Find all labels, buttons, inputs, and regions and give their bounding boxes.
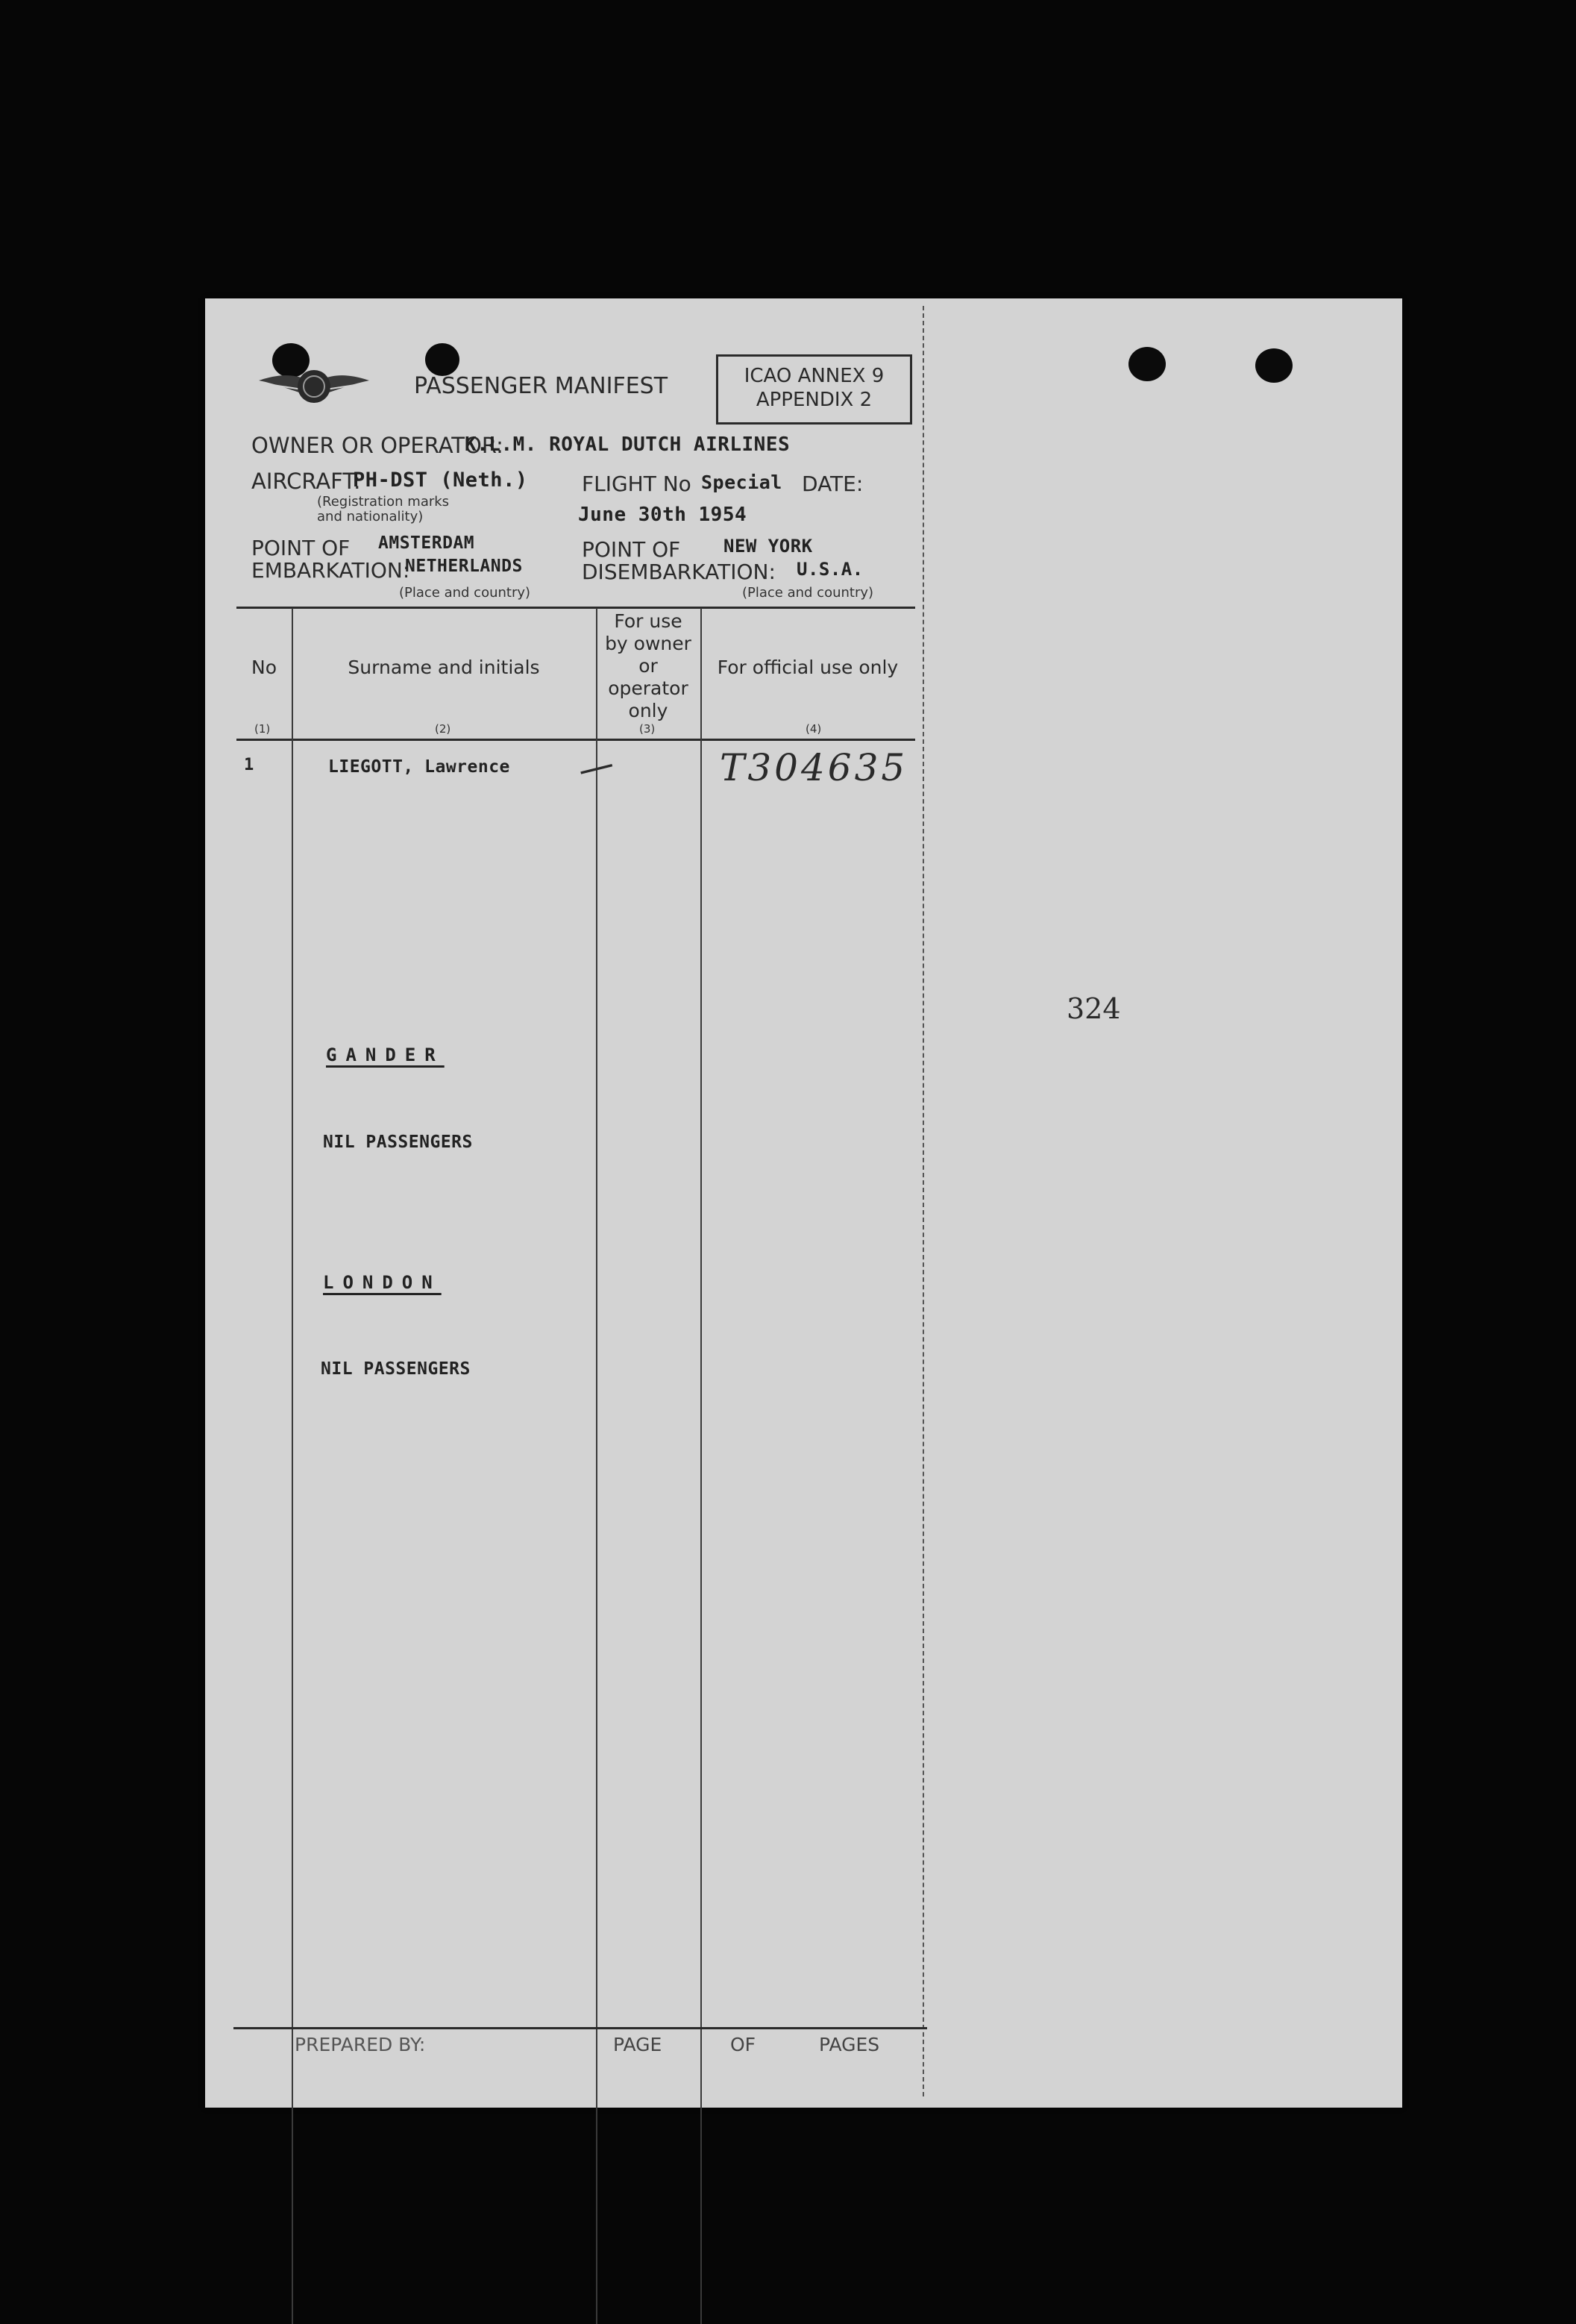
disembark-label-1: POINT OF [582, 537, 681, 562]
date-label: DATE: [802, 472, 864, 496]
col-header-owner-line: or [638, 655, 658, 677]
embark-label-2: EMBARKATION: [251, 558, 410, 583]
col-header-owner-line: operator [608, 677, 688, 699]
prepared-by-label: PREPARED BY: [295, 2034, 426, 2055]
owner-label: OWNER OR OPERATOR: [251, 433, 503, 458]
row-number: 1 [244, 756, 254, 774]
col-header-owner-line: only [628, 700, 668, 721]
col-header-name: Surname and initials [348, 657, 540, 678]
col-number: (4) [806, 722, 822, 736]
embark-label-1: POINT OF [251, 536, 351, 560]
stop-heading-london: LONDON [323, 1272, 442, 1293]
official-number: T304635 [720, 746, 908, 789]
disembark-label-2: DISEMBARKATION: [582, 560, 776, 584]
embark-note: (Place and country) [399, 585, 531, 601]
date-value: June 30th 1954 [578, 504, 747, 526]
aircraft-label: AIRCRAFT: [251, 469, 361, 494]
footer-rule [233, 2027, 927, 2029]
aircraft-note-2: and nationality) [317, 509, 424, 524]
annex-line-1: ICAO ANNEX 9 [744, 365, 885, 387]
embark-value-2: NETHERLANDS [405, 557, 523, 576]
col-header-owner-line: by owner [605, 633, 691, 654]
embark-value-1: AMSTERDAM [378, 533, 475, 553]
owner-value: K.L.M. ROYAL DUTCH AIRLINES [465, 433, 791, 456]
stop-note-gander: NIL PASSENGERS [323, 1133, 473, 1152]
col-header-official: For official use only [717, 657, 899, 678]
owner-check-mark: — [573, 742, 619, 792]
col-number: (1) [254, 722, 271, 736]
annex-line-2: APPENDIX 2 [756, 389, 873, 411]
manifest-sheet [205, 298, 1402, 2108]
punch-hole [1255, 348, 1293, 383]
col-header-owner-line: For use [614, 610, 682, 632]
disembark-note: (Place and country) [742, 585, 874, 601]
stamp-number: 324 [1067, 992, 1121, 1025]
disembark-value-1: NEW YORK [723, 536, 813, 557]
col-header-no: No [251, 657, 277, 678]
pages-label: PAGES [819, 2034, 880, 2055]
klm-wings-logo-icon [256, 358, 372, 410]
stop-heading-gander: GANDER [326, 1044, 445, 1065]
icao-annex-box [716, 354, 912, 425]
form-title: PASSENGER MANIFEST [414, 373, 668, 399]
disembark-value-2: U.S.A. [797, 559, 864, 580]
column-divider [292, 608, 293, 2324]
col-number: (3) [639, 722, 656, 736]
page-label: PAGE [613, 2034, 662, 2055]
column-divider [700, 608, 702, 2324]
aircraft-note-1: (Registration marks [317, 494, 450, 510]
perforation-line [923, 306, 924, 2096]
stop-note-london: NIL PASSENGERS [321, 1359, 471, 1379]
header-bottom-rule [236, 739, 915, 741]
passenger-name: LIEGOTT, Lawrence [328, 757, 510, 777]
flight-value: Special [701, 472, 782, 493]
aircraft-value: PH-DST (Neth.) [353, 469, 528, 492]
of-label: OF [730, 2034, 756, 2055]
punch-hole [425, 343, 459, 376]
col-header-owner [597, 610, 699, 722]
table-top-rule [236, 607, 915, 609]
punch-hole [1128, 347, 1166, 381]
column-divider [596, 608, 597, 2324]
flight-label: FLIGHT No [582, 472, 691, 496]
col-number: (2) [435, 722, 451, 736]
